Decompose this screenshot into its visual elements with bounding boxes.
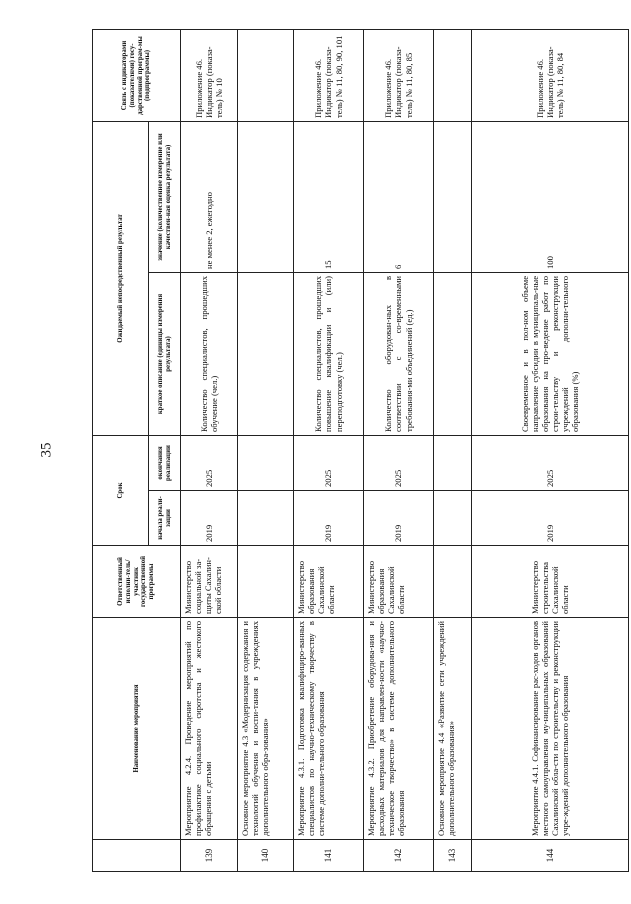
end-year: 2025 xyxy=(364,435,434,490)
table-row xyxy=(364,29,434,871)
result-value xyxy=(434,121,472,272)
rotated-table-container xyxy=(92,30,628,872)
responsible xyxy=(434,546,472,618)
header-link: Связь с индикаторами (показателями) госу-дарственной програм-мы (подпрограммы) xyxy=(93,29,181,121)
indicator-link: Приложение 46. Индикатор (показа-тель) № 11, 80, 84 xyxy=(472,29,629,121)
activity-name: Мероприятие 4.3.2. Приобретение оборудова-ния и расходных материалов для направлен-ности «научно-техническое творчество» в системе дополнительного образования xyxy=(364,618,434,840)
table-row xyxy=(181,29,238,871)
end-year xyxy=(434,435,472,490)
indicator-link xyxy=(434,29,472,121)
header-responsible: Ответственный исполни-тель/участник государственной программы xyxy=(93,546,181,618)
start-year: 2019 xyxy=(472,491,629,546)
start-year: 2019 xyxy=(364,491,434,546)
header-name: Наименование мероприятия xyxy=(93,618,181,840)
result-description: Своевременное и в пол-ном объеме направление субсидии в муниципаль-ные образования на про-ведение работ по строи-тельству и реконструкции учреждений дополни-тельного образования (%) xyxy=(472,272,629,435)
header-end: окончания реализации xyxy=(149,435,181,490)
header-start: начала реали-зации xyxy=(149,491,181,546)
responsible: Министерство образования Сахалинской области xyxy=(294,546,364,618)
page-number xyxy=(36,430,58,470)
table-row xyxy=(294,29,364,871)
end-year: 2025 xyxy=(294,435,364,490)
table-row xyxy=(472,29,629,871)
responsible: Министерство социальной за-щиты Сахалин-ской области xyxy=(181,546,238,618)
page-number-text: 35 xyxy=(38,442,55,458)
responsible xyxy=(238,546,294,618)
header-row-1 xyxy=(93,29,149,871)
indicator-link: Приложение 46. Индикатор (показа-тель) № 10 xyxy=(181,29,238,121)
end-year: 2025 xyxy=(472,435,629,490)
start-year xyxy=(434,491,472,546)
header-result-value: значение (количественное измерение или качествен-ная оценка результата) xyxy=(149,121,181,272)
header-num xyxy=(93,840,181,872)
row-number: 141 xyxy=(294,840,364,872)
header-result-desc: краткое описание (единицы измерения результата) xyxy=(149,272,181,435)
row-number: 144 xyxy=(472,840,629,872)
result-value: не менее 2, ежегодно xyxy=(181,121,238,272)
activity-name: Основное мероприятие 4.4 «Развитие сети учреждений дополнительного образования» xyxy=(434,618,472,840)
result-value: 100 xyxy=(472,121,629,272)
indicator-link xyxy=(238,29,294,121)
result-description xyxy=(238,272,294,435)
result-description: Количество специалистов, прошедших повышение квалификации и (или) переподготовку (чел.) xyxy=(294,272,364,435)
activity-name: Мероприятие 4.2.4. Проведение мероприятий по профилактике социального сиротства и жестокого обращения с детьми xyxy=(181,618,238,840)
responsible: Министерство строительства Сахалинской области xyxy=(472,546,629,618)
activity-name: Основное мероприятие 4.3 «Модернизация содержания и технологий обучения и воспи-тания в учреждениях дополнительного обра-зования» xyxy=(238,618,294,840)
result-description: Количество оборудован-ных в соответствии с со-временными требования-ми объединений (ед.) xyxy=(364,272,434,435)
header-result: Ожидаемый непосредственный результат xyxy=(93,121,149,435)
row-number: 139 xyxy=(181,840,238,872)
result-value: 15 xyxy=(294,121,364,272)
activity-name: Мероприятие 4.3.1. Подготовка квалифициро-ванных специалистов по научно-техническому творчеству в системе дополни-тельного образования xyxy=(294,618,364,840)
result-value xyxy=(238,121,294,272)
row-number: 142 xyxy=(364,840,434,872)
activity-name: Мероприятие 4.4.1. Софинансирование рас-ходов органов местного самоуправления му-ниципальных образований Сахалинской обла-сти по строительству и реконструкции учре-ждений дополнительного образования xyxy=(472,618,629,840)
start-year: 2019 xyxy=(294,491,364,546)
start-year: 2019 xyxy=(181,491,238,546)
row-number: 143 xyxy=(434,840,472,872)
end-year: 2025 xyxy=(181,435,238,490)
start-year xyxy=(238,491,294,546)
result-description: Количество специалистов, прошедших обучение (чел.) xyxy=(181,272,238,435)
table-row xyxy=(238,29,294,871)
row-number: 140 xyxy=(238,840,294,872)
indicator-link: Приложение 46. Индикатор (показа-тель) № 11, 80, 90, 101 xyxy=(294,29,364,121)
activities-table xyxy=(92,29,629,872)
table-row xyxy=(434,29,472,871)
result-value: 6 xyxy=(364,121,434,272)
end-year xyxy=(238,435,294,490)
indicator-link: Приложение 46. Индикатор (показа-тель) № 11, 80, 85 xyxy=(364,29,434,121)
result-description xyxy=(434,272,472,435)
responsible: Министерство образования Сахалинской области xyxy=(364,546,434,618)
header-term: Срок xyxy=(93,435,149,545)
rotated-table-inner xyxy=(92,30,628,872)
